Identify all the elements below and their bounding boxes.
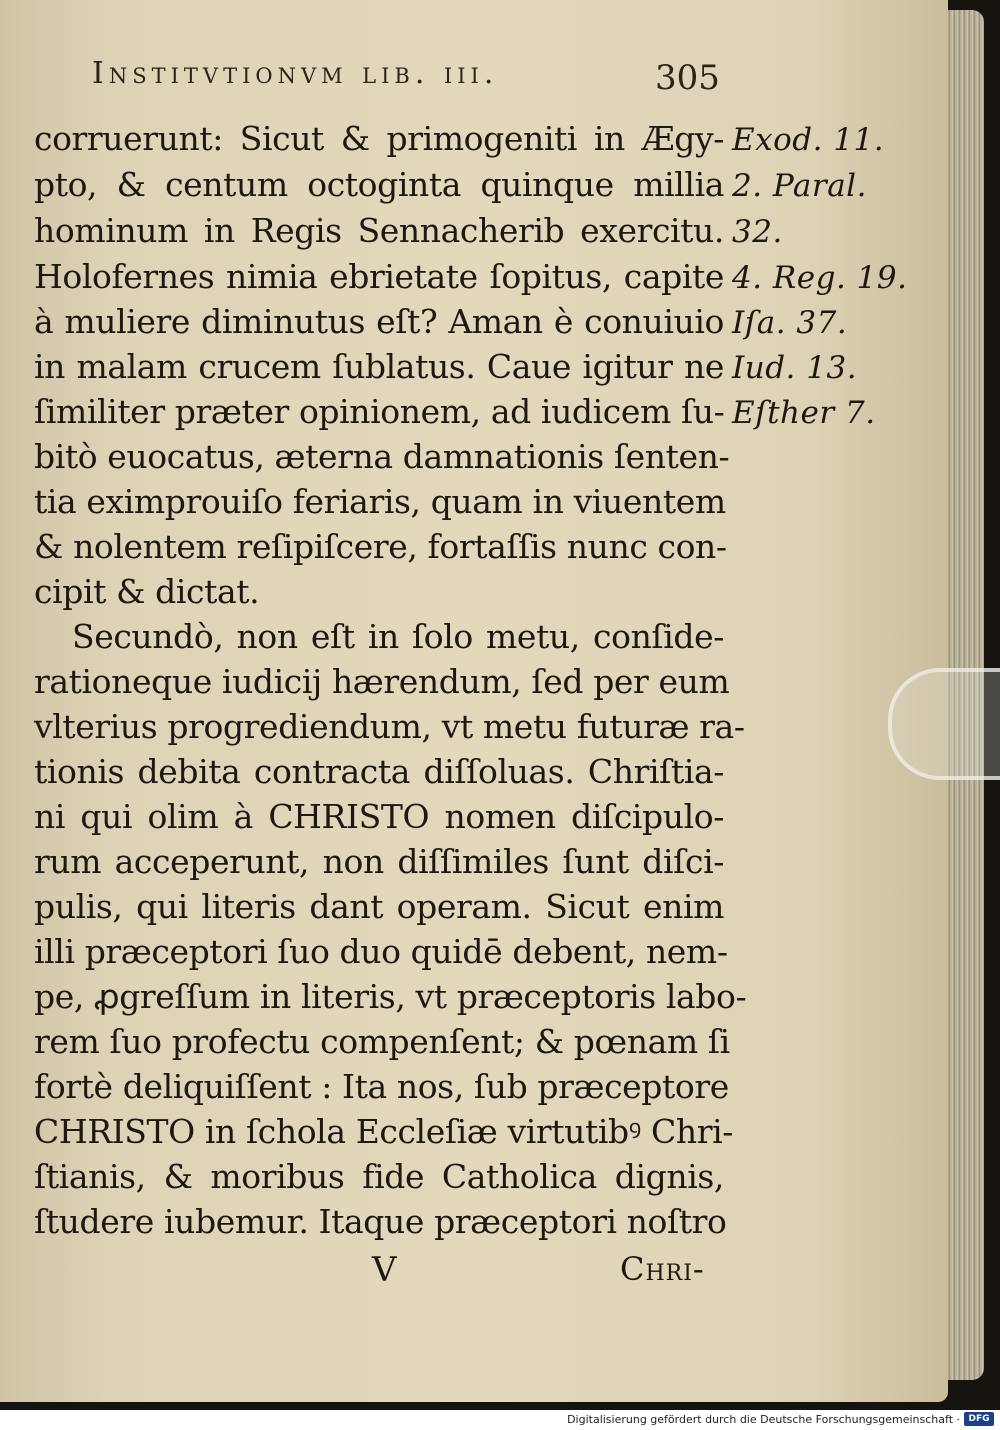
marginal-note: Eſther 7.	[732, 395, 876, 431]
paragraph-start-line: Secundò, non eſt in ſolo metu, conſide-	[72, 617, 724, 656]
marginal-note: 2. Paral.	[732, 168, 867, 204]
text-line: ſimiliter præter opinionem, ad iudicem ſu-	[34, 392, 725, 431]
text-line: illi præceptori ſuo duo quidē debent, nem-	[34, 932, 728, 971]
text-line: pe, ꝓgreſſum in literis, vt præceptoris labo-	[34, 977, 747, 1016]
text-line: Holofernes nimia ebrietate ſopitus, capite	[34, 257, 724, 296]
marginal-note: Iſa. 37.	[732, 305, 848, 341]
text-line: CHRISTO in ſchola Eccleſiæ virtutibꝰ Chri-	[34, 1112, 734, 1151]
marginal-note: 32.	[732, 214, 783, 250]
text-line: in malam crucem ſublatus. Caue igitur ne	[34, 347, 724, 386]
text-line: cipit & dictat.	[34, 572, 260, 611]
catchword: Chri-	[620, 1250, 705, 1288]
text-line: corruerunt: Sicut & primogeniti in Ægy-	[34, 119, 724, 158]
text-line: fortè deliquiſſent : Ita nos, ſub præceptore	[34, 1067, 729, 1106]
text-line: à muliere diminutus eſt? Aman è conuiuio	[34, 302, 724, 341]
text-line: pulis, qui literis dant operam. Sicut enim	[34, 887, 724, 926]
signature-mark: V	[372, 1250, 397, 1290]
marginal-note: Iud. 13.	[732, 350, 858, 386]
text-line: tia eximprouiſo feriaris, quam in viuentem	[34, 482, 726, 521]
page-number: 305	[655, 58, 720, 98]
text-line: bitò euocatus, æterna damnationis ſenten-	[34, 437, 730, 476]
text-line: & nolentem reſipiſcere, fortaſſis nunc con-	[34, 527, 727, 566]
funding-credit: Digitalisierung gefördert durch die Deutsche Forschungsgemeinschaft ·	[567, 1413, 960, 1426]
text-line: tionis debita contracta diſſoluas. Chriſtia-	[34, 752, 724, 791]
text-line: rationeque iudicij hærendum, ſed per eum	[34, 662, 730, 701]
text-line: hominum in Regis Sennacherib exercitu.	[34, 211, 724, 250]
text-line: ni qui olim à CHRISTO nomen diſcipulo-	[34, 797, 724, 836]
marginal-note: Exod. 11.	[732, 122, 885, 158]
running-title: Institvtionvm lib. iii.	[92, 56, 499, 91]
text-line: pto, & centum octoginta quinque millia	[34, 165, 724, 204]
text-line: rum acceperunt, non diſſimiles ſunt diſci-	[34, 842, 724, 881]
text-line: rem ſuo profectu compenſent; & pœnam ſi	[34, 1022, 730, 1061]
text-line: ſtianis, & moribus fide Catholica dignis,	[34, 1157, 724, 1196]
page-clip	[888, 668, 1000, 780]
marginal-note: 4. Reg. 19.	[732, 260, 908, 296]
dfg-logo-icon: DFG	[964, 1412, 994, 1426]
text-line: ſtudere iubemur. Itaque præceptori noſtro	[34, 1202, 727, 1241]
text-line: vlterius progrediendum, vt metu futuræ ra-	[34, 707, 745, 746]
